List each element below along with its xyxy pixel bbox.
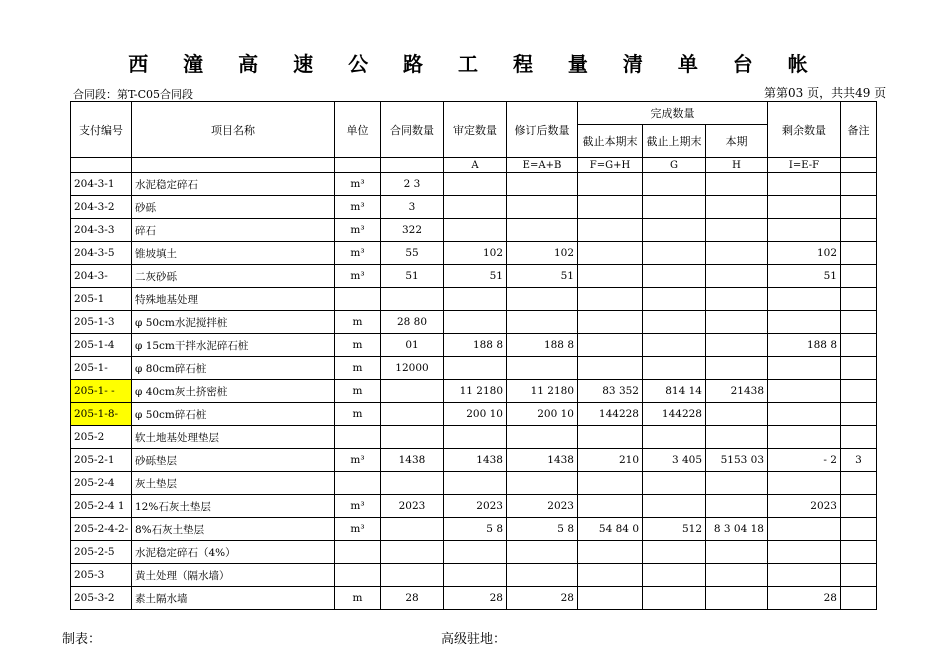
cell-remaining <box>768 219 841 242</box>
cell-contract-qty: 55 <box>381 242 444 265</box>
cell-remaining <box>768 472 841 495</box>
table-row <box>71 242 877 265</box>
cell-revised-qty <box>507 541 578 564</box>
table-row <box>71 288 877 311</box>
cell-approved-qty <box>444 311 507 334</box>
cell-to-this-period <box>578 334 643 357</box>
cell-revised-qty: 200 10 <box>507 403 578 426</box>
header-remarks: 备注 <box>841 102 877 158</box>
cell-code: 205-1- <box>71 357 132 380</box>
header-completed: 完成数量 <box>578 102 768 125</box>
formula-blank <box>841 158 877 173</box>
cell-remarks <box>841 173 877 196</box>
cell-to-this-period <box>578 219 643 242</box>
cell-to-last-period <box>643 196 706 219</box>
table-row <box>71 472 877 495</box>
header-name: 项目名称 <box>132 102 335 158</box>
table-row <box>71 173 877 196</box>
table-row <box>71 495 877 518</box>
cell-approved-qty <box>444 196 507 219</box>
cell-code: 204-3-5 <box>71 242 132 265</box>
cell-remarks <box>841 587 877 610</box>
table-row <box>71 587 877 610</box>
cell-this-period <box>706 564 768 587</box>
cell-to-last-period <box>643 564 706 587</box>
cell-contract-qty <box>381 564 444 587</box>
cell-to-this-period <box>578 242 643 265</box>
cell-name: φ 50cm碎石桩 <box>132 403 335 426</box>
header-to-this-period: 截止本期末 <box>578 125 643 158</box>
cell-remarks <box>841 288 877 311</box>
cell-to-this-period <box>578 311 643 334</box>
cell-unit: m³ <box>335 242 381 265</box>
cell-contract-qty: 51 <box>381 265 444 288</box>
cell-code: 205-2-5 <box>71 541 132 564</box>
cell-revised-qty <box>507 219 578 242</box>
page-info: 第第03 页，共共49 页 <box>764 86 887 100</box>
cell-contract-qty <box>381 518 444 541</box>
cell-remarks <box>841 518 877 541</box>
cell-this-period <box>706 587 768 610</box>
cell-approved-qty <box>444 472 507 495</box>
cell-to-this-period: 83 352 <box>578 380 643 403</box>
cell-remaining <box>768 380 841 403</box>
cell-unit <box>335 472 381 495</box>
cell-to-this-period <box>578 265 643 288</box>
cell-revised-qty <box>507 311 578 334</box>
header-contract-qty: 合同数量 <box>381 102 444 158</box>
cell-code: 204-3-1 <box>71 173 132 196</box>
formula-blank <box>335 158 381 173</box>
cell-to-last-period <box>643 495 706 518</box>
cell-name: 12%石灰土垫层 <box>132 495 335 518</box>
cell-approved-qty: 5 8 <box>444 518 507 541</box>
cell-code: 205-1 <box>71 288 132 311</box>
cell-contract-qty: 01 <box>381 334 444 357</box>
cell-code: 204-3- <box>71 265 132 288</box>
formula-f: F=G+H <box>578 158 643 173</box>
cell-remaining: 102 <box>768 242 841 265</box>
cell-name: 软土地基处理垫层 <box>132 426 335 449</box>
cell-approved-qty <box>444 426 507 449</box>
cell-name: φ 50cm水泥搅拌桩 <box>132 311 335 334</box>
cell-remaining <box>768 518 841 541</box>
cell-code: 204-3-3 <box>71 219 132 242</box>
cell-unit <box>335 541 381 564</box>
cell-to-last-period <box>643 173 706 196</box>
cell-contract-qty: 3 <box>381 196 444 219</box>
made-by-label: 制表： <box>62 632 102 647</box>
cell-to-this-period <box>578 357 643 380</box>
cell-to-last-period: 512 <box>643 518 706 541</box>
cell-contract-qty: 322 <box>381 219 444 242</box>
cell-to-last-period <box>643 587 706 610</box>
cell-unit: m³ <box>335 495 381 518</box>
table-row <box>71 265 877 288</box>
table-row <box>71 334 877 357</box>
cell-to-last-period: 814 14 <box>643 380 706 403</box>
cell-remarks <box>841 472 877 495</box>
cell-remaining: - 2 <box>768 449 841 472</box>
cell-remaining: 2023 <box>768 495 841 518</box>
cell-remaining <box>768 357 841 380</box>
cell-unit: m <box>335 403 381 426</box>
cell-unit <box>335 564 381 587</box>
cell-name: 砂砾 <box>132 196 335 219</box>
cell-to-this-period <box>578 288 643 311</box>
cell-unit <box>335 288 381 311</box>
cell-name: 锥坡填土 <box>132 242 335 265</box>
cell-approved-qty: 188 8 <box>444 334 507 357</box>
cell-unit: m <box>335 587 381 610</box>
contract-section: 合同段：第T-C05合同段 <box>73 88 194 101</box>
cell-to-last-period <box>643 334 706 357</box>
cell-unit: m <box>335 380 381 403</box>
cell-remaining: 51 <box>768 265 841 288</box>
cell-code: 205-2-4 1 <box>71 495 132 518</box>
formula-i: I=E-F <box>768 158 841 173</box>
cell-approved-qty: 51 <box>444 265 507 288</box>
cell-this-period <box>706 219 768 242</box>
cell-code: 205-1-3 <box>71 311 132 334</box>
cell-remarks <box>841 334 877 357</box>
cell-this-period <box>706 357 768 380</box>
cell-remarks <box>841 219 877 242</box>
formula-blank <box>381 158 444 173</box>
cell-to-last-period <box>643 426 706 449</box>
cell-to-last-period <box>643 242 706 265</box>
cell-name: 8%石灰土垫层 <box>132 518 335 541</box>
cell-revised-qty <box>507 288 578 311</box>
cell-remaining <box>768 288 841 311</box>
cell-code: 205-1-8- <box>71 403 132 426</box>
table-row <box>71 380 877 403</box>
cell-revised-qty: 5 8 <box>507 518 578 541</box>
cell-name: 二灰砂砾 <box>132 265 335 288</box>
formula-h: H <box>706 158 768 173</box>
cell-remarks <box>841 265 877 288</box>
cell-code: 205-2-4-2- <box>71 518 132 541</box>
cell-to-last-period <box>643 541 706 564</box>
cell-remaining <box>768 564 841 587</box>
cell-this-period: 5153 03 <box>706 449 768 472</box>
cell-remarks <box>841 357 877 380</box>
cell-remaining: 188 8 <box>768 334 841 357</box>
cell-unit: m³ <box>335 219 381 242</box>
cell-approved-qty <box>444 173 507 196</box>
cell-approved-qty: 11 2180 <box>444 380 507 403</box>
table-row <box>71 426 877 449</box>
cell-name: φ 15cm干拌水泥碎石桩 <box>132 334 335 357</box>
cell-approved-qty: 2023 <box>444 495 507 518</box>
cell-to-this-period <box>578 495 643 518</box>
cell-remaining <box>768 196 841 219</box>
cell-unit: m³ <box>335 196 381 219</box>
cell-to-last-period <box>643 472 706 495</box>
cell-to-last-period: 144228 <box>643 403 706 426</box>
cell-this-period <box>706 472 768 495</box>
cell-approved-qty: 200 10 <box>444 403 507 426</box>
table-row <box>71 449 877 472</box>
cell-remaining <box>768 173 841 196</box>
cell-to-last-period <box>643 265 706 288</box>
cell-approved-qty <box>444 219 507 242</box>
cell-contract-qty: 12000 <box>381 357 444 380</box>
cell-remaining <box>768 426 841 449</box>
cell-this-period: 8 3 04 18 <box>706 518 768 541</box>
header-to-last-period: 截止上期末 <box>643 125 706 158</box>
cell-revised-qty <box>507 173 578 196</box>
cell-contract-qty <box>381 380 444 403</box>
cell-contract-qty <box>381 472 444 495</box>
cell-contract-qty: 2023 <box>381 495 444 518</box>
cell-this-period <box>706 495 768 518</box>
cell-remaining <box>768 403 841 426</box>
cell-code: 205-1- - <box>71 380 132 403</box>
cell-remarks <box>841 564 877 587</box>
cell-this-period <box>706 288 768 311</box>
cell-code: 205-2-4 <box>71 472 132 495</box>
formula-blank <box>71 158 132 173</box>
cell-remarks <box>841 380 877 403</box>
formula-a: A <box>444 158 507 173</box>
cell-this-period <box>706 265 768 288</box>
cell-contract-qty: 2 3 <box>381 173 444 196</box>
cell-to-this-period <box>578 173 643 196</box>
cell-this-period <box>706 311 768 334</box>
header-revised-qty: 修订后数量 <box>507 102 578 158</box>
cell-this-period <box>706 426 768 449</box>
cell-to-this-period <box>578 472 643 495</box>
formula-g: G <box>643 158 706 173</box>
cell-revised-qty <box>507 472 578 495</box>
cell-contract-qty <box>381 426 444 449</box>
cell-code: 205-3-2 <box>71 587 132 610</box>
cell-to-this-period: 210 <box>578 449 643 472</box>
cell-revised-qty <box>507 426 578 449</box>
cell-unit: m³ <box>335 265 381 288</box>
cell-name: 黄土处理（隔水墙） <box>132 564 335 587</box>
table-row <box>71 518 877 541</box>
cell-to-last-period <box>643 357 706 380</box>
cell-this-period <box>706 242 768 265</box>
cell-name: 砂砾垫层 <box>132 449 335 472</box>
cell-to-this-period <box>578 541 643 564</box>
cell-remarks: 3 <box>841 449 877 472</box>
table-row <box>71 196 877 219</box>
header-this-period: 本期 <box>706 125 768 158</box>
cell-contract-qty: 28 <box>381 587 444 610</box>
cell-this-period <box>706 196 768 219</box>
cell-name: φ 80cm碎石桩 <box>132 357 335 380</box>
cell-revised-qty: 2023 <box>507 495 578 518</box>
formula-e: E=A+B <box>507 158 578 173</box>
cell-name: 水泥稳定碎石 <box>132 173 335 196</box>
cell-approved-qty <box>444 564 507 587</box>
cell-name: φ 40cm灰土挤密桩 <box>132 380 335 403</box>
cell-approved-qty <box>444 541 507 564</box>
cell-to-last-period: 3 405 <box>643 449 706 472</box>
formula-blank <box>132 158 335 173</box>
cell-remaining: 28 <box>768 587 841 610</box>
cell-to-this-period: 54 84 0 <box>578 518 643 541</box>
cell-this-period <box>706 541 768 564</box>
cell-unit: m³ <box>335 518 381 541</box>
cell-unit: m <box>335 334 381 357</box>
cell-approved-qty <box>444 288 507 311</box>
cell-contract-qty: 28 80 <box>381 311 444 334</box>
table-row <box>71 311 877 334</box>
cell-name: 灰土垫层 <box>132 472 335 495</box>
cell-to-this-period <box>578 426 643 449</box>
cell-remarks <box>841 196 877 219</box>
table-row <box>71 403 877 426</box>
cell-this-period <box>706 334 768 357</box>
header-code: 支付编号 <box>71 102 132 158</box>
cell-revised-qty <box>507 196 578 219</box>
table-row <box>71 541 877 564</box>
cell-contract-qty: 1438 <box>381 449 444 472</box>
cell-name: 水泥稳定碎石（4%） <box>132 541 335 564</box>
cell-to-this-period: 144228 <box>578 403 643 426</box>
cell-name: 特殊地基处理 <box>132 288 335 311</box>
cell-code: 205-2-1 <box>71 449 132 472</box>
header-remaining: 剩余数量 <box>768 102 841 158</box>
cell-revised-qty: 1438 <box>507 449 578 472</box>
cell-this-period <box>706 173 768 196</box>
cell-unit: m <box>335 357 381 380</box>
cell-to-last-period <box>643 311 706 334</box>
cell-approved-qty <box>444 357 507 380</box>
cell-revised-qty: 51 <box>507 265 578 288</box>
cell-revised-qty: 28 <box>507 587 578 610</box>
cell-code: 204-3-2 <box>71 196 132 219</box>
quantity-ledger-table <box>70 101 877 610</box>
cell-revised-qty: 188 8 <box>507 334 578 357</box>
table-row <box>71 219 877 242</box>
cell-name: 素土隔水墙 <box>132 587 335 610</box>
cell-revised-qty: 11 2180 <box>507 380 578 403</box>
cell-code: 205-1-4 <box>71 334 132 357</box>
cell-code: 205-3 <box>71 564 132 587</box>
header-unit: 单位 <box>335 102 381 158</box>
cell-unit <box>335 426 381 449</box>
cell-to-last-period <box>643 219 706 242</box>
cell-remarks <box>841 311 877 334</box>
cell-to-this-period <box>578 196 643 219</box>
table-row <box>71 357 877 380</box>
cell-revised-qty <box>507 564 578 587</box>
cell-contract-qty <box>381 541 444 564</box>
cell-remarks <box>841 403 877 426</box>
cell-remarks <box>841 426 877 449</box>
cell-this-period: 21438 <box>706 380 768 403</box>
cell-remaining <box>768 311 841 334</box>
cell-unit: m³ <box>335 173 381 196</box>
cell-to-this-period <box>578 564 643 587</box>
cell-remarks <box>841 242 877 265</box>
header-approved-qty: 审定数量 <box>444 102 507 158</box>
cell-to-this-period <box>578 587 643 610</box>
cell-revised-qty: 102 <box>507 242 578 265</box>
cell-to-last-period <box>643 288 706 311</box>
cell-contract-qty <box>381 403 444 426</box>
cell-this-period <box>706 403 768 426</box>
cell-approved-qty: 102 <box>444 242 507 265</box>
cell-remaining <box>768 541 841 564</box>
supervisor-label: 高级驻地： <box>441 632 507 647</box>
cell-contract-qty <box>381 288 444 311</box>
cell-remarks <box>841 495 877 518</box>
cell-revised-qty <box>507 357 578 380</box>
cell-unit: m³ <box>335 449 381 472</box>
page-title: 西 潼 高 速 公 路 工 程 量 清 单 台 帐 <box>128 52 822 76</box>
table-row <box>71 564 877 587</box>
cell-remarks <box>841 541 877 564</box>
cell-code: 205-2 <box>71 426 132 449</box>
cell-unit: m <box>335 311 381 334</box>
cell-approved-qty: 28 <box>444 587 507 610</box>
cell-approved-qty: 1438 <box>444 449 507 472</box>
cell-name: 碎石 <box>132 219 335 242</box>
